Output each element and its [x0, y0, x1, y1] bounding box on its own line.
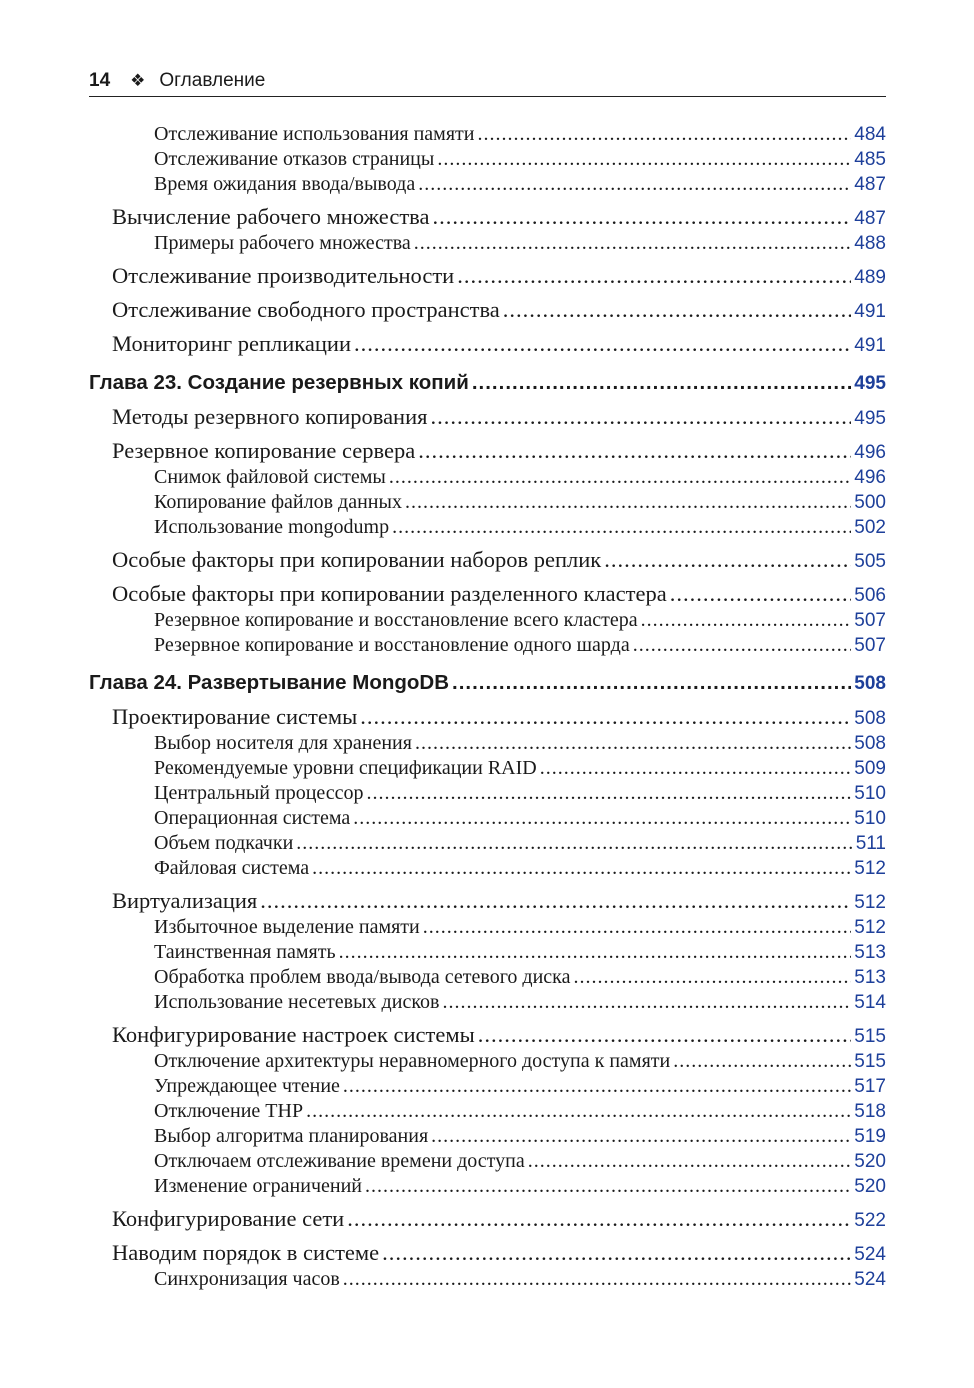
toc-entry-title: Глава 23. Создание резервных копий — [89, 371, 469, 394]
toc-entry-title: Отслеживание использования памяти — [154, 123, 475, 145]
toc-entry-title: Виртуализация — [112, 888, 258, 913]
dot-leader — [306, 1099, 851, 1124]
toc-subsection-entry[interactable] — [89, 1074, 886, 1099]
dot-leader — [478, 1021, 852, 1049]
toc-entry-title: Снимок файловой системы — [154, 466, 386, 488]
toc-entry-page[interactable]: 519 — [854, 1126, 886, 1147]
dot-leader — [389, 465, 851, 490]
dot-leader — [503, 296, 852, 324]
toc-entry-page[interactable]: 513 — [854, 967, 886, 988]
toc-section-entry[interactable] — [89, 437, 886, 465]
toc-section-entry[interactable] — [89, 203, 886, 231]
toc-section-entry[interactable] — [89, 296, 886, 324]
toc-entry-title: Использование mongodump — [154, 516, 390, 538]
dot-leader — [343, 1074, 851, 1099]
toc-section-entry[interactable] — [89, 1239, 886, 1267]
toc-entry-title: Операционная система — [154, 807, 351, 829]
toc-subsection-entry[interactable] — [89, 1149, 886, 1174]
toc-section-entry[interactable] — [89, 580, 886, 608]
toc-entry-title: Резервное копирование и восстановление одного шарда — [154, 634, 630, 656]
dot-leader — [418, 437, 851, 465]
dot-leader — [343, 1267, 852, 1292]
toc-entry-title: Объем подкачки — [154, 832, 294, 854]
dot-leader — [442, 990, 851, 1015]
toc-subsection-entry[interactable] — [89, 831, 886, 856]
toc-subsection-entry[interactable] — [89, 122, 886, 147]
toc-subsection-entry[interactable] — [89, 515, 886, 540]
toc-entry-page[interactable]: 517 — [854, 1076, 886, 1097]
toc-entry-page[interactable]: 507 — [854, 610, 886, 631]
toc-entry-page[interactable]: 515 — [854, 1026, 886, 1047]
toc-entry-page[interactable]: 524 — [854, 1244, 886, 1265]
toc-entry-title: Отключаем отслеживание времени доступа — [154, 1150, 525, 1172]
toc-subsection-entry[interactable] — [89, 490, 886, 515]
toc-subsection-entry[interactable] — [89, 965, 886, 990]
toc-section-entry[interactable] — [89, 262, 886, 290]
dot-leader — [414, 231, 852, 256]
dot-leader — [296, 831, 852, 856]
toc-entry-page[interactable]: 507 — [854, 635, 886, 656]
toc-subsection-entry[interactable] — [89, 1267, 886, 1292]
toc-entry-title: Наводим порядок в системе — [112, 1240, 380, 1265]
toc-entry-page[interactable]: 495 — [854, 373, 886, 394]
dot-leader — [360, 703, 851, 731]
dot-leader — [312, 856, 851, 881]
toc-subsection-entry[interactable] — [89, 172, 886, 197]
page-number: 14 — [89, 70, 111, 91]
toc-entry-title: Отслеживание производительности — [112, 263, 455, 288]
dot-leader — [673, 1049, 851, 1074]
toc-entry-page[interactable]: 510 — [854, 783, 886, 804]
toc-entry-page[interactable]: 488 — [854, 233, 886, 254]
dot-leader — [367, 781, 852, 806]
toc-subsection-entry[interactable] — [89, 990, 886, 1015]
dot-leader — [472, 369, 851, 397]
toc-subsection-entry[interactable] — [89, 756, 886, 781]
toc-chapter-entry[interactable] — [89, 669, 886, 697]
dot-leader — [418, 172, 851, 197]
toc-entry-page[interactable]: 500 — [854, 492, 886, 513]
dot-leader — [528, 1149, 852, 1174]
toc-entry-title: Синхронизация часов — [154, 1268, 340, 1290]
toc-entry-title: Рекомендуемые уровни спецификации RAID — [154, 757, 537, 779]
toc-section-entry[interactable] — [89, 703, 886, 731]
toc-entry-title: Отключение архитектуры неравномерного доступа к памяти — [154, 1050, 671, 1072]
toc-entry-title: Мониторинг репликации — [112, 331, 351, 356]
toc-entry-title: Вычисление рабочего множества — [112, 204, 430, 229]
dot-leader — [353, 806, 851, 831]
toc-entry-title: Резервное копирование сервера — [112, 438, 416, 463]
toc-entry-page[interactable]: 510 — [854, 808, 886, 829]
toc-entry-page[interactable]: 484 — [854, 124, 886, 145]
toc-subsection-entry[interactable] — [89, 231, 886, 256]
running-header — [89, 70, 886, 97]
toc-entry-page[interactable]: 505 — [854, 551, 886, 572]
table-of-contents — [89, 122, 886, 1292]
toc-entry-title: Резервное копирование и восстановление всего кластера — [154, 609, 638, 631]
toc-entry-title: Отслеживание отказов страницы — [154, 148, 435, 170]
toc-chapter-entry[interactable] — [89, 369, 886, 397]
toc-entry-title: Выбор носителя для хранения — [154, 732, 412, 754]
dot-leader — [432, 203, 851, 231]
dot-leader — [339, 940, 852, 965]
toc-entry-title: Выбор алгоритма планирования — [154, 1125, 429, 1147]
toc-entry-title: Особые факторы при копировании разделенного кластера — [112, 581, 667, 606]
toc-entry-title: Особые факторы при копировании наборов реплик — [112, 547, 602, 572]
toc-entry-page[interactable]: 520 — [854, 1151, 886, 1172]
dot-leader — [437, 147, 851, 172]
toc-entry-title: Методы резервного копирования — [112, 404, 428, 429]
toc-entry-page[interactable]: 512 — [854, 917, 886, 938]
toc-entry-title: Центральный процессор — [154, 782, 364, 804]
dot-leader — [452, 669, 851, 697]
dot-leader — [392, 515, 851, 540]
toc-subsection-entry[interactable] — [89, 856, 886, 881]
toc-section-entry[interactable] — [89, 403, 886, 431]
dot-leader — [477, 122, 851, 147]
toc-entry-title: Время ожидания ввода/вывода — [154, 173, 416, 195]
toc-subsection-entry[interactable] — [89, 147, 886, 172]
toc-entry-page[interactable]: 491 — [854, 335, 886, 356]
dot-leader — [431, 1124, 851, 1149]
toc-entry-page[interactable]: 489 — [854, 267, 886, 288]
dot-leader — [633, 633, 852, 658]
toc-subsection-entry[interactable] — [89, 781, 886, 806]
toc-entry-title: Конфигурирование настроек системы — [112, 1022, 475, 1047]
toc-entry-page[interactable]: 487 — [854, 174, 886, 195]
toc-entry-title: Файловая система — [154, 857, 310, 879]
dot-leader — [430, 403, 851, 431]
dot-leader — [423, 915, 852, 940]
toc-entry-page[interactable]: 512 — [854, 858, 886, 879]
toc-entry-page[interactable]: 524 — [854, 1269, 886, 1290]
toc-entry-page[interactable]: 511 — [855, 833, 886, 854]
toc-entry-title: Изменение ограничений — [154, 1175, 362, 1197]
dot-leader — [260, 887, 851, 915]
toc-subsection-entry[interactable] — [89, 633, 886, 658]
toc-section-entry[interactable] — [89, 330, 886, 358]
dot-leader — [641, 608, 852, 633]
toc-entry-title: Упреждающее чтение — [154, 1075, 340, 1097]
toc-entry-page[interactable]: 495 — [854, 408, 886, 429]
toc-entry-page[interactable]: 487 — [854, 208, 886, 229]
toc-entry-title: Примеры рабочего множества — [154, 232, 411, 254]
toc-subsection-entry[interactable] — [89, 1124, 886, 1149]
toc-entry-page[interactable]: 518 — [854, 1101, 886, 1122]
toc-entry-title: Конфигурирование сети — [112, 1206, 345, 1231]
toc-entry-page[interactable]: 508 — [854, 708, 886, 729]
toc-entry-title: Отслеживание свободного пространства — [112, 297, 500, 322]
toc-subsection-entry[interactable] — [89, 1099, 886, 1124]
dot-leader — [405, 490, 851, 515]
dot-leader — [354, 330, 851, 358]
toc-entry-page[interactable]: 512 — [854, 892, 886, 913]
dot-leader — [670, 580, 852, 608]
toc-entry-page[interactable]: 508 — [854, 673, 886, 694]
toc-entry-title: Отключение THP — [154, 1100, 304, 1122]
toc-entry-title: Избыточное выделение памяти — [154, 916, 420, 938]
toc-entry-title: Копирование файлов данных — [154, 491, 402, 513]
toc-section-entry[interactable] — [89, 1021, 886, 1049]
toc-entry-page[interactable]: 522 — [854, 1210, 886, 1231]
dot-leader — [415, 731, 851, 756]
toc-subsection-entry[interactable] — [89, 940, 886, 965]
toc-section-entry[interactable] — [89, 887, 886, 915]
dot-leader — [573, 965, 851, 990]
toc-subsection-entry[interactable] — [89, 608, 886, 633]
dot-leader — [457, 262, 851, 290]
toc-entry-page[interactable]: 509 — [854, 758, 886, 779]
toc-subsection-entry[interactable] — [89, 915, 886, 940]
toc-entry-page[interactable]: 508 — [854, 733, 886, 754]
toc-entry-page[interactable]: 485 — [854, 149, 886, 170]
toc-section-entry[interactable] — [89, 546, 886, 574]
toc-subsection-entry[interactable] — [89, 1174, 886, 1199]
ornament-icon: ❖ — [130, 71, 146, 90]
toc-entry-page[interactable]: 514 — [854, 992, 886, 1013]
toc-entry-title: Проектирование системы — [112, 704, 358, 729]
toc-entry-page[interactable]: 515 — [854, 1051, 886, 1072]
toc-entry-title: Обработка проблем ввода/вывода сетевого диска — [154, 966, 571, 988]
toc-entry-page[interactable]: 496 — [854, 442, 886, 463]
toc-subsection-entry[interactable] — [89, 731, 886, 756]
toc-entry-page[interactable]: 520 — [854, 1176, 886, 1197]
toc-entry-page[interactable]: 506 — [854, 585, 886, 606]
toc-entry-page[interactable]: 513 — [854, 942, 886, 963]
running-title: Оглавление — [159, 70, 266, 91]
toc-entry-page[interactable]: 496 — [854, 467, 886, 488]
toc-entry-title: Использование несетевых дисков — [154, 991, 440, 1013]
toc-entry-title: Глава 24. Развертывание MongoDB — [89, 671, 450, 694]
toc-entry-title: Таинственная память — [154, 941, 336, 963]
dot-leader — [347, 1205, 851, 1233]
dot-leader — [540, 756, 852, 781]
toc-subsection-entry[interactable] — [89, 1049, 886, 1074]
toc-section-entry[interactable] — [89, 1205, 886, 1233]
toc-entry-page[interactable]: 491 — [854, 301, 886, 322]
dot-leader — [604, 546, 851, 574]
toc-subsection-entry[interactable] — [89, 465, 886, 490]
toc-subsection-entry[interactable] — [89, 806, 886, 831]
dot-leader — [382, 1239, 851, 1267]
toc-entry-page[interactable]: 502 — [854, 517, 886, 538]
dot-leader — [365, 1174, 851, 1199]
